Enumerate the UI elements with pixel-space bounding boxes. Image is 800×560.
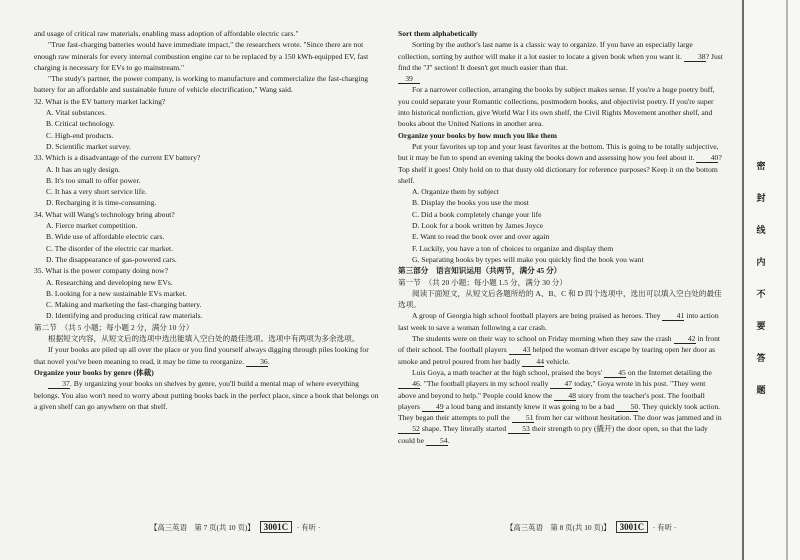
option: A. Vital substances. — [46, 108, 107, 118]
cloze-text: from her car without hesitation. The door was jammed and in — [535, 413, 722, 423]
cloze-paragraph — [398, 333, 724, 367]
paragraph-text: By organizing your books on shelves by genre, you'll build a mental map of where everything belongs. You also won't need to worry about putting books back in the perfect place, since a book that belongs on a given shelf can go anywhere on that shelf. — [34, 379, 379, 411]
blank-53: 53 — [508, 424, 530, 434]
seal-char: 内 — [756, 257, 766, 267]
passage-paragraph: If your books are piled up all over the place or you find yourself always digging through piles looking for that novel you've been meaning to read, it may be time to reorganize. 36. — [34, 345, 369, 366]
passage-paragraph — [398, 39, 724, 73]
blank-36: 36 — [246, 357, 268, 367]
option: D. The disappearance of gas-powered cars. — [46, 254, 177, 264]
cloze-text: A group of Georgia high school football players are being praised as heroes. They — [412, 311, 661, 321]
cloze-paragraph — [398, 367, 724, 446]
blank-37: 37 — [48, 379, 70, 389]
blank-54: 54 — [426, 436, 448, 446]
left-column — [34, 28, 380, 412]
question-32: 32. What is the EV battery market lacking? — [34, 96, 166, 106]
option: A. It has an ugly design. — [46, 164, 121, 174]
footer-mark: · 有听 · — [652, 523, 677, 532]
question-33: 33. Which is a disadvantage of the current EV battery? — [34, 153, 201, 163]
option: B. Looking for a new sustainable EVs market. — [46, 288, 187, 298]
seal-char: 密 — [756, 161, 766, 171]
page-number-label: 【高三英语 第 7 页(共 10 页)】 — [150, 523, 255, 532]
option: D. Scientific market survey. — [46, 141, 131, 151]
option: C. It has a very short service life. — [46, 187, 147, 197]
seal-line-notice — [754, 150, 768, 406]
choice-option: D. Look for a book written by James Joyce — [412, 221, 543, 231]
blank-42: 42 — [674, 334, 696, 344]
question-34: 34. What will Wang's technology bring about? — [34, 209, 175, 219]
cloze-text: a loud bang and instantly knew it was going to be a bad — [445, 401, 615, 411]
page-footer-left — [150, 522, 320, 533]
question-35: 35. What is the power company doing now? — [34, 266, 168, 276]
passage-paragraph: For a narrower collection, arranging the books by subject makes sense. If you're a huge poetry buff, you could separate your Romantic collections, postmodern books, and objectivist poetry. If you're super into historical nonfiction, give World War Ⅰ its own shelf, the Civil Rights Movement another shelf, and books about the United Nations in another area. — [398, 85, 715, 129]
cloze-text: on the Internet detailing the — [627, 367, 712, 377]
section-instructions: 阅读下面短文，从短文后各题所给的 A、B、C 和 D 四个选项中，选出可以填入空白处的最佳选项。 — [398, 288, 722, 310]
margin-divider — [742, 0, 744, 560]
blank-51: 51 — [512, 413, 534, 423]
seal-char: 不 — [756, 289, 766, 299]
option: D. Identifying and producing critical raw materials. — [46, 311, 203, 321]
passage-heading: Organize your books by how much you like them — [398, 130, 557, 140]
paragraph-text: Put your favorites up top and your least favorites at the bottom. This is going to be totally subjective, but it may be fun to spend an evening taking the books down and assessing how you feel about it. — [398, 141, 719, 163]
footer-mark: · 有听 · — [296, 523, 321, 532]
page-number-label: 【高三英语 第 8 页(共 10 页)】 — [506, 523, 611, 532]
choice-option: G. Separating books by types will make you quickly find the book you want — [412, 254, 644, 264]
paragraph-text: ? Just find the "J" section! It doesn't get much easier than that. — [398, 51, 723, 72]
passage-paragraph: and usage of critical raw materials, enabling mass adoption of affordable electric cars." — [34, 29, 299, 38]
part-3-title: 第三部分 语言知识运用（共两节，满分 45 分） — [398, 266, 562, 276]
choice-option: A. Organize them by subject — [412, 187, 499, 197]
passage-paragraph: 37. By organizing your books on shelves by genre, you'll build a mental map of where everything belongs. You also won't need to worry about putting books back in the perfect place, since a book that belongs on a given shelf can go anywhere on that shelf. — [34, 379, 379, 411]
page-edge — [786, 0, 788, 560]
section-2-title: 第二节 （共 5 小题；每小题 2 分，满分 10 分） — [34, 322, 194, 332]
cloze-text: The students were on their way to school on Friday morning when they saw the crash — [412, 334, 672, 344]
cloze-text: . They quickly took action. They began their attempts to pull the — [398, 401, 721, 423]
seal-char: 线 — [756, 225, 766, 235]
blank-43: 43 — [509, 345, 531, 355]
choice-option: C. Did a book completely change your life — [412, 209, 542, 219]
cloze-text: Luis Goya, a math teacher at the high school, praised the boys' — [412, 367, 603, 377]
choice-option: B. Display the books you use the most — [412, 198, 529, 208]
passage-paragraph: "The study's partner, the power company, is working to manufacture and commercialize the fast-charging battery for an affordable and sustainable future of vehicle electrification," Wang said. — [34, 74, 369, 95]
cloze-text: today," Goya wrote in his post. "They went above and beyond to help." People could know the — [398, 379, 706, 400]
choice-option: E. Want to read the book over and over again — [412, 232, 550, 242]
blank-line — [398, 73, 724, 84]
passage-paragraph: "True fast-charging batteries would have immediate impact," the researchers wrote. "Since there are not enough raw minerals for every internal combustion engine car to be replaced by a 150 kWh-equipped EV, fast charging is necessary for EVs to go mainstream." — [34, 40, 369, 72]
blank-40: 40 — [696, 153, 718, 163]
seal-char: 题 — [756, 385, 766, 395]
blank-46: 46 — [398, 379, 420, 389]
blank-38: 38 — [684, 52, 706, 62]
passage-heading: Organize your books by genre (体裁) — [34, 367, 154, 377]
cloze-text: in front of their school. The football players — [398, 334, 720, 355]
option: A. Fierce market competition. — [46, 221, 138, 231]
exam-code: 3001C — [260, 521, 293, 533]
option: B. It's too small to offer power. — [46, 175, 141, 185]
blank-49: 49 — [422, 402, 444, 412]
paragraph-text: Sorting by the author's last name is a classic way to organize. If you have an especially large collection, sorting by author will make it a lot easier to locate a given book when you want it. — [398, 40, 693, 61]
seal-char: 答 — [756, 353, 766, 363]
option: A. Researching and developing new EVs. — [46, 277, 173, 287]
paragraph-text: ? Top shelf it goes! Only hold on to that dusty old dictionary for reference purposes? Keep it on the bottom shelf. — [398, 153, 722, 185]
option: C. The disorder of the electric car market. — [46, 243, 173, 253]
option: B. Wide use of affordable electric cars. — [46, 232, 165, 242]
section-1-title: 第一节 （共 20 小题；每小题 1.5 分，满分 30 分） — [398, 277, 567, 287]
passage-heading: Sort them alphabetically — [398, 29, 478, 38]
option: D. Recharging it is time-consuming. — [46, 198, 157, 208]
option: C. Making and marketing the fast-charging battery. — [46, 300, 202, 310]
cloze-paragraph — [398, 310, 724, 333]
section-instructions: 根据短文内容，从短文后的选项中选出能填入空白处的最佳选项。选项中有两项为多余选项。 — [48, 334, 360, 344]
blank-41: 41 — [662, 311, 684, 321]
passage-paragraph — [398, 141, 724, 186]
option: B. Critical technology. — [46, 119, 115, 129]
cloze-text: their strength to pry (撬开) the door open, so that the lady could be — [398, 424, 708, 445]
seal-char: 要 — [756, 321, 766, 331]
blank-48: 48 — [554, 391, 576, 401]
blank-52: 52 — [398, 424, 420, 434]
binding-margin — [744, 0, 800, 560]
option: C. High-end products. — [46, 130, 114, 140]
cloze-text: into action last week to save a woman following a car crash. — [398, 311, 719, 332]
blank-47: 47 — [550, 379, 572, 389]
choice-option: F. Luckily, you have a ton of choices to organize and display them — [412, 243, 614, 253]
cloze-text: . — [447, 435, 450, 445]
cloze-text: . "The football players in my school really — [420, 379, 549, 389]
intro-text: If your books are piled up all over the place or you find yourself always digging through piles looking for that novel you've been meaning to read, it may be time to reorganize. — [34, 345, 369, 366]
blank-45: 45 — [604, 368, 626, 378]
page-footer-right — [506, 522, 676, 533]
right-column — [398, 28, 724, 446]
cloze-text: helped the woman driver escape by tearing open her door as smoke and petrol poured from her badly — [398, 345, 716, 366]
cloze-text: vehicle. — [546, 356, 570, 366]
blank-44: 44 — [522, 357, 544, 367]
blank-39: 39 — [398, 74, 420, 84]
seal-char: 封 — [756, 193, 766, 203]
blank-50: 50 — [616, 402, 638, 412]
exam-code: 3001C — [616, 521, 649, 533]
cloze-text: story from the teacher's post. The football players — [398, 390, 705, 411]
cloze-text: shape. They literally started — [421, 424, 507, 434]
